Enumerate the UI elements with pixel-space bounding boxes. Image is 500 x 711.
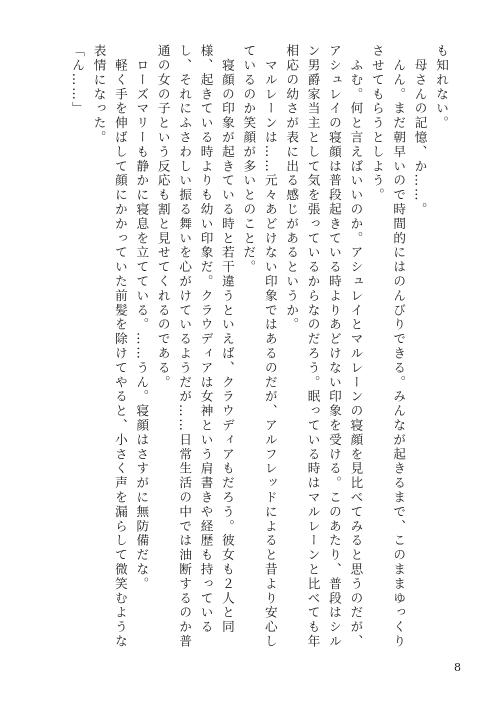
paragraph: ローズマリーも静かに寝息を立てている。……うん。寝顔はさすがに無防備だな。	[134, 44, 150, 592]
paragraph: 母さんの記憶、か……。	[412, 44, 428, 217]
paragraph: んん。まだ朝早いので時間的にはのんびりできる。みんなが起きるまで、このままゆっくりさせてもらうとしよう。	[369, 44, 407, 649]
paragraph: 軽く手を伸ばして顔にかかっていた前髪を除けてやると、小さく声を漏らして微笑むような表情になった。	[91, 44, 128, 649]
paragraph: ふむ。何と言えばいいのか。アシュレイとマルレーンの寝顔を見比べてみると思うのだが、アシュレイの寝顔は普段起きている時よりあどけない印象を受ける。このあたり、普段はシルン男爵家当主として気を張っているからなのだろう。眠っている時はマルレーンと比べても年相応の幼さが表に出る感じがあるというか。	[284, 44, 364, 649]
paragraph: マルレーンは……元々あどけない印象ではあるのだが、アルフレッドによると昔より安心しているのか笑顔が多いとのことだ。	[241, 44, 278, 649]
paragraph: も知れない。	[434, 44, 449, 131]
page-number: 8	[454, 661, 461, 674]
vertical-text-body	[40, 44, 452, 656]
paragraph: 寝顔の印象が起きている時と若干違うといえば、クラウディアもだろう。彼女も２人と同様、起きている時よりも幼い印象だ。クラウディアは女神という肩書きや経歴も持っているし、それにふさわしい振る舞いを心がけているようだが……日常生活の中では油断するのか普通の女の子という反応も割と見せてくれるのである。	[155, 44, 235, 649]
paragraph: 「ん……」	[70, 44, 86, 116]
